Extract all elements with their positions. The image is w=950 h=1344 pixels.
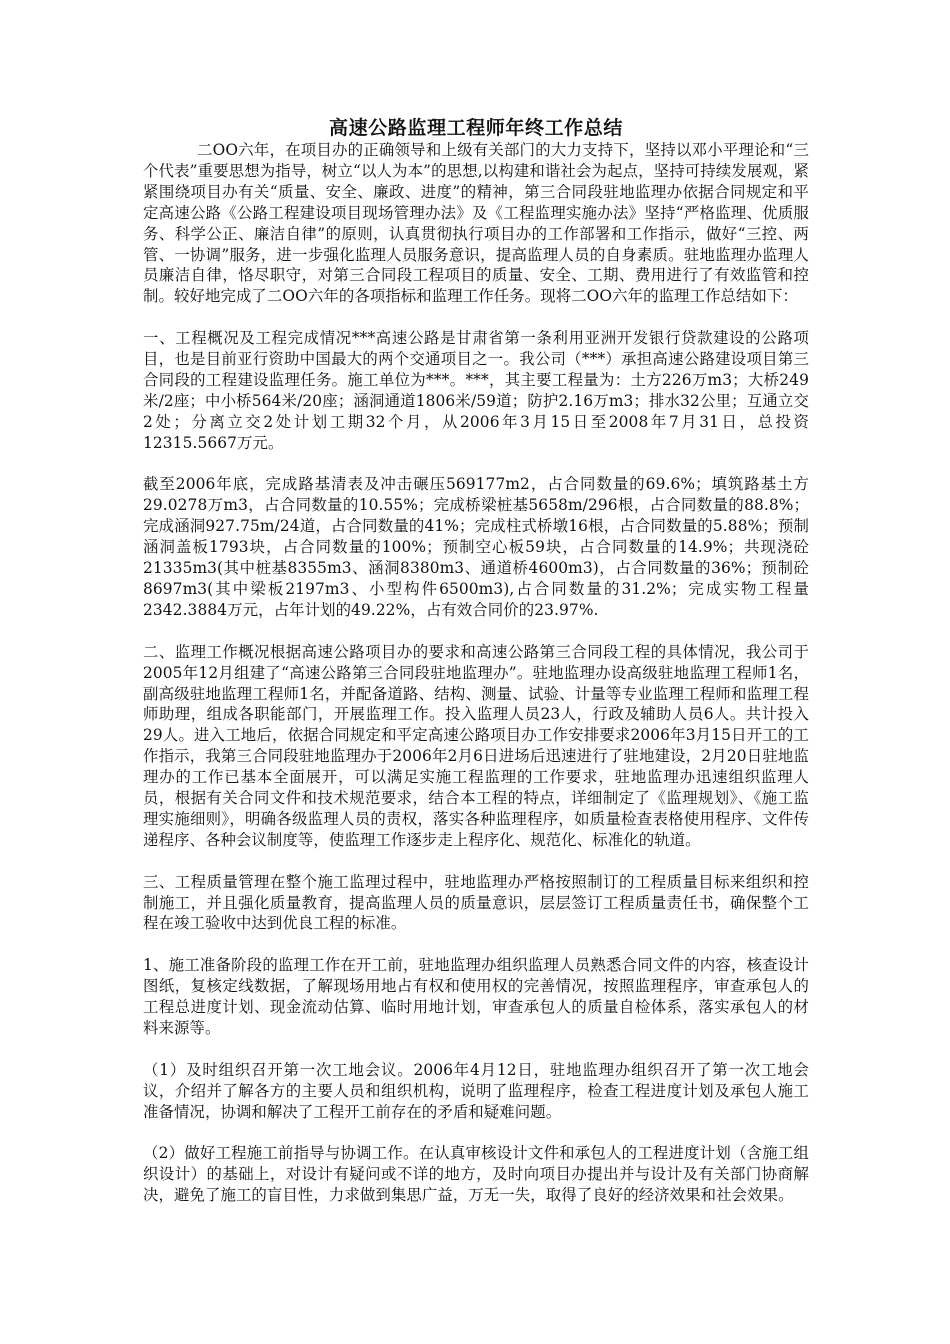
- paragraph-item-2: （2）做好工程施工前指导与协调工作。在认真审核设计文件和承包人的工程进度计划（含施工组织设计）的基础上，对设计有疑问或不详的地方，及时向项目办提出并与设计及有关部门协商解决，避免了施工的盲目性，力求做到集思广益，万无一失，取得了良好的经济效果和社会效果。: [143, 1144, 809, 1205]
- paragraph-preparation: 1、施工准备阶段的监理工作在开工前，驻地监理办组织监理人员熟悉合同文件的内容，核查设计图纸，复核定线数据，了解现场用地占有权和使用权的完善情况，按照监理程序，审查承包人的工程总进度计划、现金流动估算、临时用地计划，审查承包人的质量自检体系，落实承包人的材料来源等。: [143, 956, 809, 1037]
- paragraph-section-1: 一、工程概况及工程完成情况***高速公路是甘肃省第一条利用亚洲开发银行贷款建设的公路项目，也是目前亚行资助中国最大的两个交通项目之一。我公司（***）承担高速公路建设项目第三合同段的工程建设监理任务。施工单位为***。***，其主要工程量为：土方226万m3；大桥249米/2座；中小桥564米/20座；涵洞通道1806米/59道；防护2.16万m3；排水32公里；互通立交2处；分离立交2处计划工期32个月，从2006年3月15日至2008年7月31日，总投资12315.5667万元。: [143, 329, 809, 452]
- paragraph-progress: 截至2006年底，完成路基清表及冲击碾压569177m2，占合同数量的69.6%；填筑路基土方29.0278万m3，占合同数量的10.55%；完成桥梁桩基5658m/296根，占合同数量的88.8%；完成涵洞927.75m/24道，占合同数量的41%；完成柱式桥墩16根，占合同数量的5.88%；预制涵洞盖板1793块，占合同数量的100%；预制空心板59块，占合同数量的14.9%；共现浇砼21335m3(其中桩基8355m3、涵洞8380m3、通道桥4600m3)，占合同数量的36%；预制砼8697m3(其中梁板2197m3、小型构件6500m3),占合同数量的31.2%；完成实物工程量2342.3884万元，占年计划的49.22%，占有效合同价的23.97%.: [143, 475, 809, 619]
- paragraph-section-2: 二、监理工作概况根据高速公路项目办的要求和高速公路第三合同段工程的具体情况，我公司于2005年12月组建了“高速公路第三合同段驻地监理办”。驻地监理办设高级驻地监理工程师1名，副高级驻地监理工程师1名，并配备道路、结构、测量、试验、计量等专业监理工程师和监理工程师助理，组成各职能部门，开展监理工作。投入监理人员23人，行政及辅助人员6人。共计投入29人。进入工地后，依据合同规定和平定高速公路项目办工作安排要求2006年3月15日开工的工作指示，我第三合同段驻地监理办于2006年2月6日进场后迅速进行了驻地建设，2月20日驻地监理办的工作已基本全面展开，可以满足实施工程监理的工作要求，驻地监理办迅速组织监理人员，根据有关合同文件和技术规范要求，结合本工程的特点，详细制定了《监理规划》、《施工监理实施细则》，明确各级监理人员的责权，落实各种监理程序，如质量检查表格使用程序、文件传递程序、各种会议制度等，使监理工作逐步走上程序化、规范化、标准化的轨道。: [143, 642, 809, 849]
- document-title: 高速公路监理工程师年终工作总结: [328, 117, 623, 139]
- paragraph-section-3: 三、工程质量管理在整个施工监理过程中，驻地监理办严格按照制订的工程质量目标来组织和控制施工，并且强化质量教育，提高监理人员的质量意识，层层签订工程质量责任书，确保整个工程在竣工验收中达到优良工程的标准。: [143, 872, 809, 933]
- paragraph-item-1: （1）及时组织召开第一次工地会议。2006年4月12日，驻地监理办组织召开了第一次工地会议，介绍并了解各方的主要人员和组织机构，说明了监理程序，检查工程进度计划及承包人施工准备情况，协调和解决了工程开工前存在的矛盾和疑难问题。: [143, 1060, 809, 1121]
- paragraph-intro: 二OO六年，在项目办的正确领导和上级有关部门的大力支持下，坚持以邓小平理论和“三个代表”重要思想为指导，树立“以人为本”的思想,以构建和谐社会为起点，坚持可持续发展观，紧紧围绕项目办有关“质量、安全、廉政、进度”的精神，第三合同段驻地监理办依据合同规定和平定高速公路《公路工程建设项目现场管理办法》及《工程监理实施办法》坚持“严格监理、优质服务、科学公正、廉洁自律”的原则，认真贯彻执行项目办的工作部署和工作指示，做好“三控、两管、一协调”服务，进一步强化监理人员服务意识，提高监理人员的自身素质。驻地监理办监理人员廉洁自律，恪尽职守，对第三合同段工程项目的质量、安全、工期、费用进行了有效监管和控制。较好地完成了二OO六年的各项指标和监理工作任务。现将二OO六年的监理工作总结如下：: [143, 141, 809, 306]
- document-body: [143, 116, 809, 1206]
